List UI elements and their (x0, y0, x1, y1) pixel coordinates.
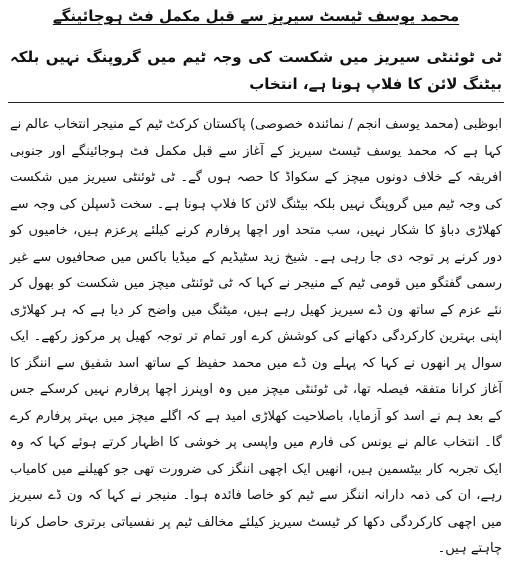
dateline: ابوظبی (محمد یوسف انجم / نمائندہ خصوصی) (249, 117, 503, 132)
subheadline: ٹی ٹوئنٹی سیریز میں شکست کی وجہ ٹیم میں گروپنگ نہیں بلکہ بیٹنگ لائن کا فلاپ ہونا ہے، انتخاب (10, 48, 502, 93)
article-body-text: پاکستان کرکٹ ٹیم کے منیجر انتخاب عالم نے کہا ہے کہ محمد یوسف ٹیسٹ سیریز کے آغاز سے قبل مکمل فٹ ہوجائینگے اور جنوبی افریقہ کے خلاف دونوں میچز کے سکواڈ کا حصہ ہوں گے۔ ٹی ٹوئنٹی سیریز میں شکست کی وجہ ٹیم میں گروپنگ نہیں بلکہ بیٹنگ لائن کا فلاپ ہونا ہے۔ سخت ڈسپلن کی وجہ سے کھلاڑی دباؤ کا شکار نہیں، سب متحد اور اچھا پرفارم کرنے کیلئے پرعزم ہیں، خامیوں کو دور کرنے پر توجہ دی جا رہی ہے۔ شیخ زید سٹیڈیم کے میڈیا باکس میں صحافیوں سے غیر رسمی گفتگو میں قومی ٹیم کے منیجر نے کہا کہ ٹی ٹوئنٹی میچز میں شکست کو بھول کر نئے عزم کے ساتھ ون ڈے سیریز کھیل رہے ہیں، میٹنگ میں واضح کر دیا ہے کہ ہر کھلاڑی اپنی بہترین کارکردگی دکھانے کی کوشش کرے اور تمام تر توجہ کھیل پر مرکوز رکھے۔ ایک سوال پر انھوں نے کہا کہ پہلے ون ڈے میں محمد حفیظ کے ساتھ اسد شفیق سے اننگز کا آغاز کرانا متفقہ فیصلہ تھا، ٹی ٹوئنٹی میچز میں وہ اوپنرز اچھا پرفارم نہیں کرسکے جس کے بعد ہم نے اسد کو آزمایا، باصلاحیت کھلاڑی امید ہے کہ اگلے میچز میں بہتر پرفارم کرے گا۔ انتخاب عالم نے یونس کی فارم میں واپسی پر خوشی کا اظہار کرتے ہوئے کہا کہ وہ ایک تجربہ کار بیٹسمین ہیں، انھیں ایک اچھی اننگز کی ضرورت تھی جو کھیلنے میں کامیاب رہے، ان کی ذمہ دارانہ اننگز سے ٹیم کو خاصا فائدہ ہوا۔ منیجر نے کہا کہ ون ڈے سیریز میں اچھی کارکردگی دکھا کر ٹیسٹ سیریز کیلئے مخالف ٹیم پر نفسیاتی برتری حاصل کرنا چاہتے ہیں۔ (10, 117, 502, 556)
article-body (10, 112, 502, 563)
headline: محمد یوسف ٹیسٹ سیریز سے قبل مکمل فٹ ہوجائینگے (52, 7, 460, 25)
divider (8, 102, 504, 103)
